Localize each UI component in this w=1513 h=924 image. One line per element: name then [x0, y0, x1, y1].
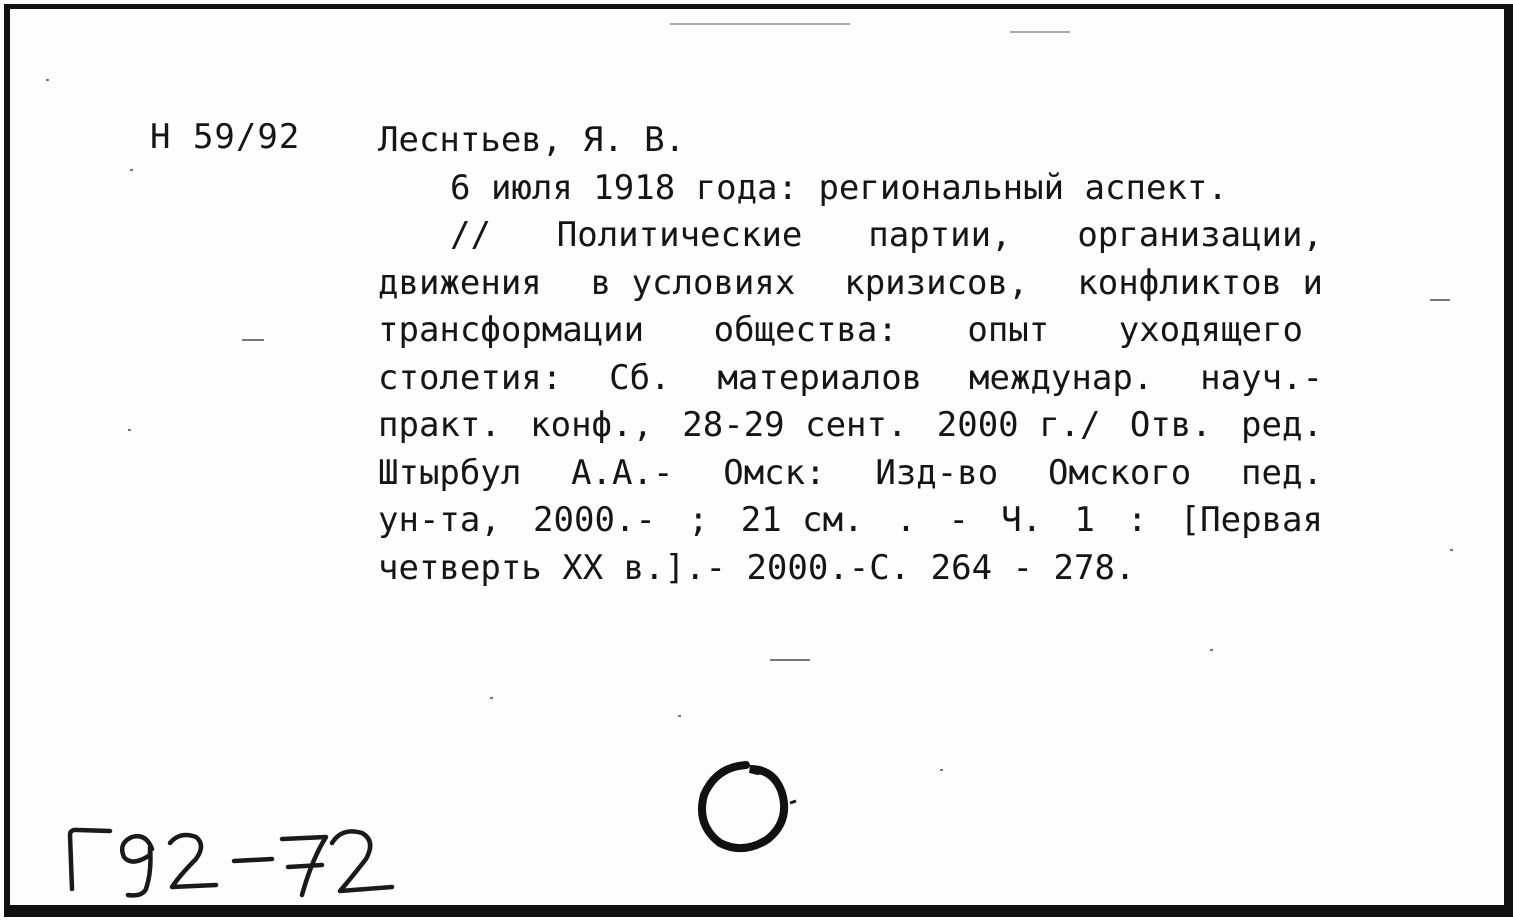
scan-speck — [678, 715, 681, 717]
scan-speck — [770, 659, 810, 661]
word: конфликтов и — [1077, 262, 1323, 303]
shelfmark: Н 59/92 — [150, 117, 301, 157]
word: науч.- — [1200, 357, 1323, 398]
scan-speck — [242, 339, 264, 341]
entry-line-3 — [378, 212, 1323, 260]
entry-line-10: четверть XX в.].- 2000.-С. 264 - 278. — [378, 547, 1136, 588]
circle-mark — [686, 751, 806, 861]
title-line: 6 июля 1918 года: региональный аспект. — [450, 167, 1228, 208]
word: в условиях — [590, 262, 796, 303]
entry-line-8 — [378, 450, 1323, 498]
word: - — [948, 500, 969, 540]
word: уходящего — [1118, 310, 1303, 350]
scan-speck — [670, 23, 850, 25]
entry-line-9 — [378, 497, 1323, 545]
scan-speck — [490, 697, 493, 699]
word: Изд-во — [875, 452, 999, 493]
author-line: Леснтьев, Я. В. — [378, 120, 686, 160]
word: 28-29 сент. — [682, 405, 908, 445]
handwritten-code — [50, 799, 410, 909]
word: пед. — [1241, 452, 1323, 493]
word: : — [1127, 500, 1148, 540]
word: 21 см. — [740, 500, 864, 540]
word: Омского — [1047, 452, 1192, 493]
word: Отв. — [1129, 405, 1212, 445]
entry-line-5 — [378, 307, 1303, 355]
word: трансформации — [378, 310, 645, 350]
entry-line-6 — [378, 355, 1323, 403]
word: 1 — [1074, 500, 1095, 540]
scan-speck — [1430, 299, 1450, 301]
word: ун-та, — [378, 500, 501, 540]
scan-speck — [128, 429, 131, 431]
word: кризисов, — [844, 262, 1029, 303]
word: // — [450, 215, 491, 255]
word: организации, — [1077, 215, 1323, 255]
word: Сб. — [609, 357, 671, 398]
word: опыт — [967, 310, 1050, 350]
word: партии, — [868, 215, 1012, 255]
word: 2000 г./ — [936, 405, 1101, 445]
word: междунар. — [969, 357, 1154, 398]
word: ; — [688, 500, 709, 540]
entry-line-4 — [378, 260, 1323, 308]
word: Омск: — [723, 452, 826, 493]
scan-speck — [1210, 649, 1213, 651]
word: [Первая — [1179, 500, 1323, 540]
catalog-card — [4, 4, 1513, 917]
word: Политические — [556, 215, 803, 255]
word: конф., — [530, 405, 653, 445]
word: . — [895, 500, 917, 540]
bibliographic-entry — [378, 117, 1323, 592]
word: материалов — [717, 357, 923, 398]
scan-speck — [1010, 31, 1070, 33]
word: движения — [378, 262, 542, 303]
word: общества: — [713, 310, 898, 350]
word: практ. — [378, 405, 501, 445]
word: столетия: — [378, 357, 563, 398]
word: Штырбул — [378, 452, 522, 493]
word: А.А.- — [571, 452, 674, 493]
entry-line-7 — [378, 402, 1323, 450]
word: Ч. — [1001, 500, 1043, 540]
scan-speck — [940, 769, 943, 771]
word: 2000.- — [533, 500, 656, 540]
scan-speck — [1450, 549, 1453, 551]
scan-speck — [130, 169, 133, 171]
word: ред. — [1241, 405, 1323, 445]
scan-speck — [46, 79, 49, 81]
